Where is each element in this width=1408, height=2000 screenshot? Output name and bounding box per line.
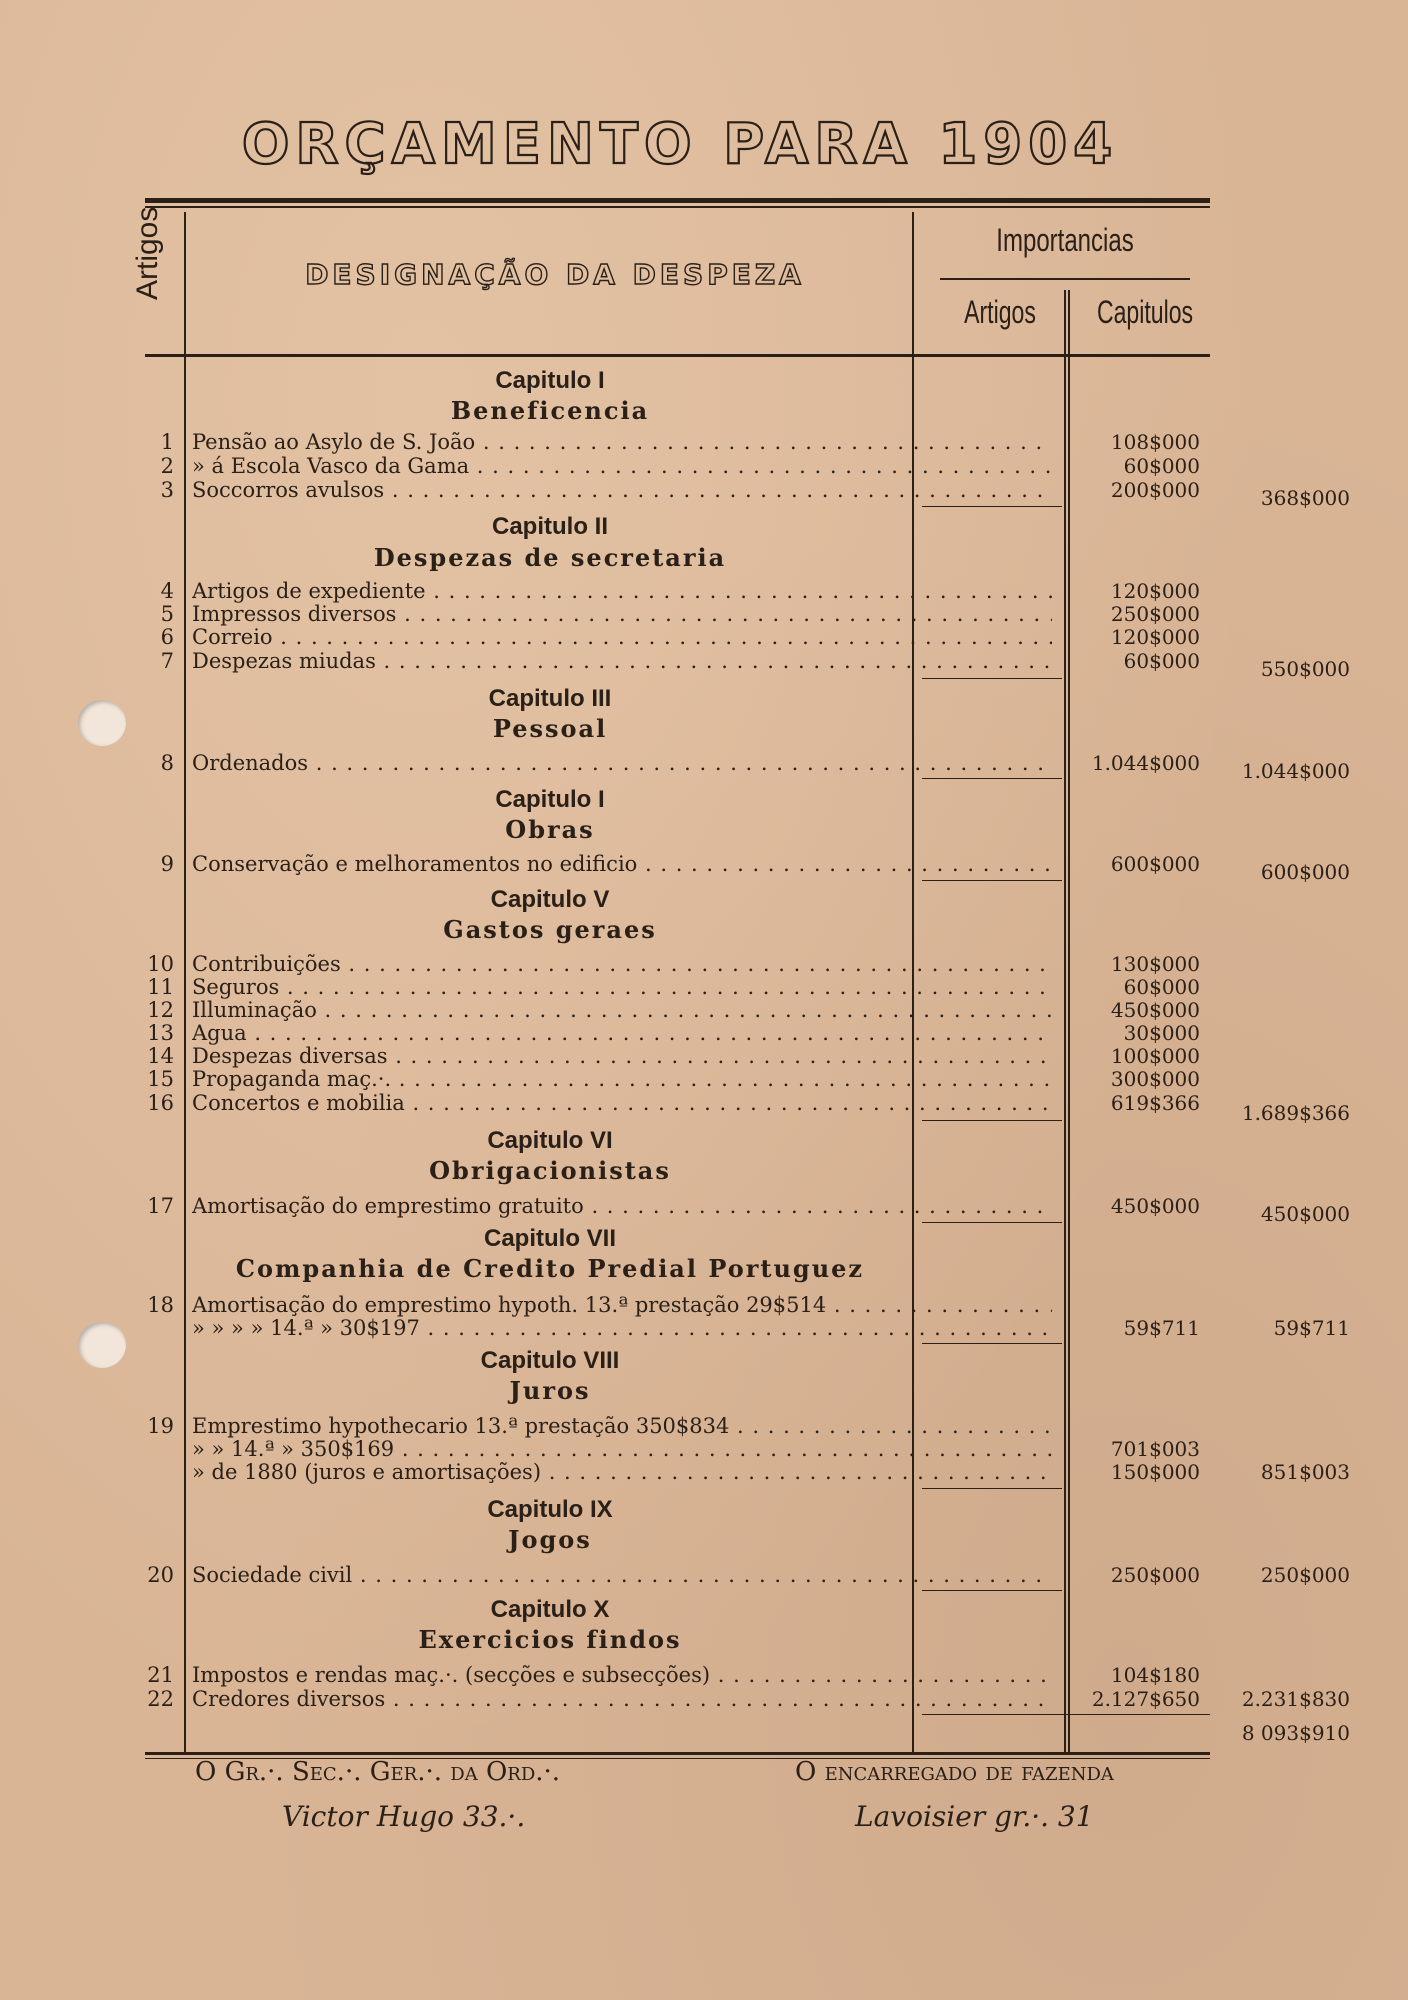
row-description: Pensão ao Asylo de S. João . . . <box>192 429 1052 455</box>
subtotal-rule <box>922 1714 1210 1715</box>
subtotal-rule <box>922 1120 1062 1121</box>
row-artigo-amount: 60$000 <box>1123 975 1200 999</box>
chapter-subtitle: Pessoal <box>492 714 608 743</box>
row-artigo-amount: 250$000 <box>1110 1563 1200 1587</box>
row-artigo-amount: 120$000 <box>1110 579 1200 603</box>
row-description: Seguros . . . <box>192 974 1052 1000</box>
row-capitulo-amount: 600$000 <box>1260 860 1350 884</box>
signature-title-left: O Gr.·. Sec.·. Ger.·. da Ord.·. <box>195 1757 561 1787</box>
row-description: Correio . . . <box>192 624 1052 650</box>
row-number: 16 <box>147 1091 174 1115</box>
grand-total: 8 093$910 <box>1241 1721 1350 1745</box>
chapter-title: Capitulo IX <box>487 1496 613 1523</box>
table-row <box>140 1193 1350 1226</box>
importancias-divider <box>940 278 1190 280</box>
total-row <box>140 1720 1350 1746</box>
row-number: 4 <box>160 579 174 603</box>
row-description: Conservação e melhoramentos no edificio . . . <box>192 851 1052 877</box>
table-row <box>140 429 1220 455</box>
chapter-title: Capitulo X <box>490 1596 610 1623</box>
row-description: Emprestimo hypothecario 13.ª prestação 350$834 . . . <box>192 1413 1052 1439</box>
row-description: Contribuições . . . <box>192 951 1052 977</box>
row-number: 15 <box>147 1067 174 1091</box>
row-number: 20 <box>147 1563 174 1587</box>
row-artigo-amount: 60$000 <box>1123 649 1200 673</box>
row-number: 17 <box>147 1194 174 1218</box>
table-row <box>140 1686 1350 1712</box>
row-number: 3 <box>160 478 174 502</box>
chapter-subtitle: Despezas de secretaria <box>373 543 727 572</box>
signature-name-right: Lavoisier gr.·. 31 <box>855 1800 1094 1833</box>
chapter-title: Capitulo III <box>488 685 612 712</box>
punch-hole <box>78 700 126 746</box>
table-row <box>140 1662 1220 1688</box>
subtotal-rule <box>922 678 1062 679</box>
chapter-subtitle: Beneficencia <box>450 396 650 425</box>
chapter-subtitle: Obras <box>505 815 595 844</box>
row-artigo-amount: 30$000 <box>1123 1021 1200 1045</box>
chapter-subtitle: Exercicios findos <box>418 1625 682 1654</box>
row-description: » » » » 14.ª » 30$197 . . . <box>192 1315 1052 1341</box>
subtotal-rule <box>922 880 1062 881</box>
row-artigo-amount: 250$000 <box>1110 602 1200 626</box>
chapter-title: Capitulo VII <box>484 1225 616 1252</box>
punch-hole <box>78 1322 126 1368</box>
table-row <box>140 648 1350 681</box>
row-number: 19 <box>147 1414 174 1438</box>
row-capitulo-amount: 59$711 <box>1273 1316 1350 1340</box>
table-row <box>140 1459 1350 1485</box>
subtotal-rule <box>922 1343 1062 1344</box>
row-number: 1 <box>160 430 174 454</box>
row-capitulo-amount: 368$000 <box>1260 486 1350 510</box>
row-capitulo-amount: 550$000 <box>1260 657 1350 681</box>
row-artigo-amount: 120$000 <box>1110 625 1200 649</box>
row-description: Impostos e rendas maç.·. (secções e subsecções) . . . <box>192 1662 1052 1688</box>
row-artigo-amount: 100$000 <box>1110 1044 1200 1068</box>
chapter-subtitle: Juros <box>509 1376 591 1405</box>
header-col-artigos: Artigos <box>964 294 1036 330</box>
subtotal-rule <box>922 506 1062 507</box>
row-artigo-amount: 150$000 <box>1110 1460 1200 1484</box>
table-row <box>140 624 1220 650</box>
row-artigo-amount: 2.127$650 <box>1091 1687 1200 1711</box>
row-description: Amortisação do emprestimo gratuito . . . <box>192 1193 1052 1219</box>
top-rule-thin <box>145 206 1210 208</box>
row-artigo-amount: 60$000 <box>1123 454 1200 478</box>
row-description: Artigos de expediente . . . <box>192 578 1052 604</box>
row-description: Agua . . . <box>192 1020 1052 1046</box>
row-description: Propaganda maç.·. . . . <box>192 1066 1052 1092</box>
table-row <box>140 453 1220 479</box>
row-number: 5 <box>160 602 174 626</box>
table-row <box>140 750 1350 783</box>
page-title: ORÇAMENTO PARA 1904 <box>241 112 1119 177</box>
row-capitulo-amount: 1.044$000 <box>1241 759 1350 783</box>
row-capitulo-amount: 250$000 <box>1260 1563 1350 1587</box>
row-description: Sociedade civil . . . <box>192 1562 1052 1588</box>
signature-title-right: O encarregado de fazenda <box>795 1757 1114 1787</box>
chapter-title: Capitulo VIII <box>480 1347 620 1374</box>
row-description: Impressos diversos . . . <box>192 601 1052 627</box>
chapter-subtitle: Obrigacionistas <box>429 1156 671 1185</box>
row-artigo-amount: 600$000 <box>1110 852 1200 876</box>
row-description: Amortisação do emprestimo hypoth. 13.ª prestação 29$514 . . . <box>192 1292 1052 1318</box>
row-number: 13 <box>147 1021 174 1045</box>
subtotal-rule <box>922 1488 1062 1489</box>
row-description: Soccorros avulsos . . . <box>192 477 1052 503</box>
row-description: Ordenados . . . <box>192 750 1052 776</box>
row-number: 14 <box>147 1044 174 1068</box>
row-description: Credores diversos . . . <box>192 1686 1052 1712</box>
row-artigo-amount: 1.044$000 <box>1091 751 1200 775</box>
chapter-title: Capitulo II <box>492 513 608 540</box>
row-artigo-amount: 450$000 <box>1110 998 1200 1022</box>
header-importancias: Importancias <box>996 222 1134 258</box>
row-artigo-amount: 59$711 <box>1123 1316 1200 1340</box>
chapter-title: Capitulo I <box>495 786 605 813</box>
subtotal-rule <box>922 1590 1062 1591</box>
chapter-title: Capitulo V <box>490 886 610 913</box>
row-description: Illuminação . . . <box>192 997 1052 1023</box>
header-bottom-rule <box>145 354 1210 357</box>
header-artigos: Artigos <box>131 206 164 300</box>
row-capitulo-amount: 2.231$830 <box>1241 1687 1350 1711</box>
chapter-subtitle: Companhia de Credito Predial Portuguez <box>235 1254 865 1283</box>
row-capitulo-amount: 851$003 <box>1260 1460 1350 1484</box>
header-designacao: DESIGNAÇÃO DA DESPEZA <box>305 258 805 291</box>
row-number: 11 <box>147 975 174 999</box>
chapter-title: Capitulo VI <box>487 1127 613 1154</box>
row-number: 12 <box>147 998 174 1022</box>
row-artigo-amount: 300$000 <box>1110 1067 1200 1091</box>
row-capitulo-amount: 450$000 <box>1260 1202 1350 1226</box>
row-number: 10 <box>147 952 174 976</box>
row-description: Concertos e mobilia . . . <box>192 1090 1052 1116</box>
table-row <box>140 1315 1350 1341</box>
table-row <box>140 851 1350 884</box>
row-description: Despezas diversas . . . <box>192 1043 1052 1069</box>
table-row <box>140 1066 1220 1092</box>
row-artigo-amount: 200$000 <box>1110 478 1200 502</box>
row-artigo-amount: 701$003 <box>1110 1437 1200 1461</box>
row-number: 22 <box>147 1687 174 1711</box>
row-capitulo-amount: 1.689$366 <box>1241 1101 1350 1125</box>
row-number: 9 <box>160 852 174 876</box>
table-row <box>140 1562 1350 1588</box>
row-artigo-amount: 108$000 <box>1110 430 1200 454</box>
row-number: 18 <box>147 1293 174 1317</box>
row-description: Despezas miudas . . . <box>192 648 1052 674</box>
table-row <box>140 477 1350 510</box>
signature-name-left: Victor Hugo 33.·. <box>282 1800 526 1833</box>
chapter-subtitle: Jogos <box>508 1525 592 1554</box>
row-artigo-amount: 130$000 <box>1110 952 1200 976</box>
row-description: » » 14.ª » 350$169 . . . <box>192 1436 1052 1462</box>
subtotal-rule <box>922 778 1062 779</box>
row-description: » á Escola Vasco da Gama . . . <box>192 453 1052 479</box>
row-number: 2 <box>160 454 174 478</box>
row-description: » de 1880 (juros e amortisações) . . . <box>192 1459 1052 1485</box>
row-artigo-amount: 450$000 <box>1110 1194 1200 1218</box>
bottom-rule <box>145 1752 1210 1755</box>
chapter-subtitle: Gastos geraes <box>443 915 657 944</box>
table-row <box>140 1090 1350 1125</box>
row-artigo-amount: 104$180 <box>1110 1663 1200 1687</box>
header-col-capitulos: Capitulos <box>1096 294 1194 330</box>
chapter-title: Capitulo I <box>495 367 605 394</box>
subtotal-rule <box>922 1222 1062 1223</box>
row-number: 7 <box>160 649 174 673</box>
top-rule <box>145 198 1210 203</box>
row-number: 21 <box>147 1663 174 1687</box>
row-artigo-amount: 619$366 <box>1110 1091 1200 1115</box>
row-number: 8 <box>160 751 174 775</box>
row-number: 6 <box>160 625 174 649</box>
